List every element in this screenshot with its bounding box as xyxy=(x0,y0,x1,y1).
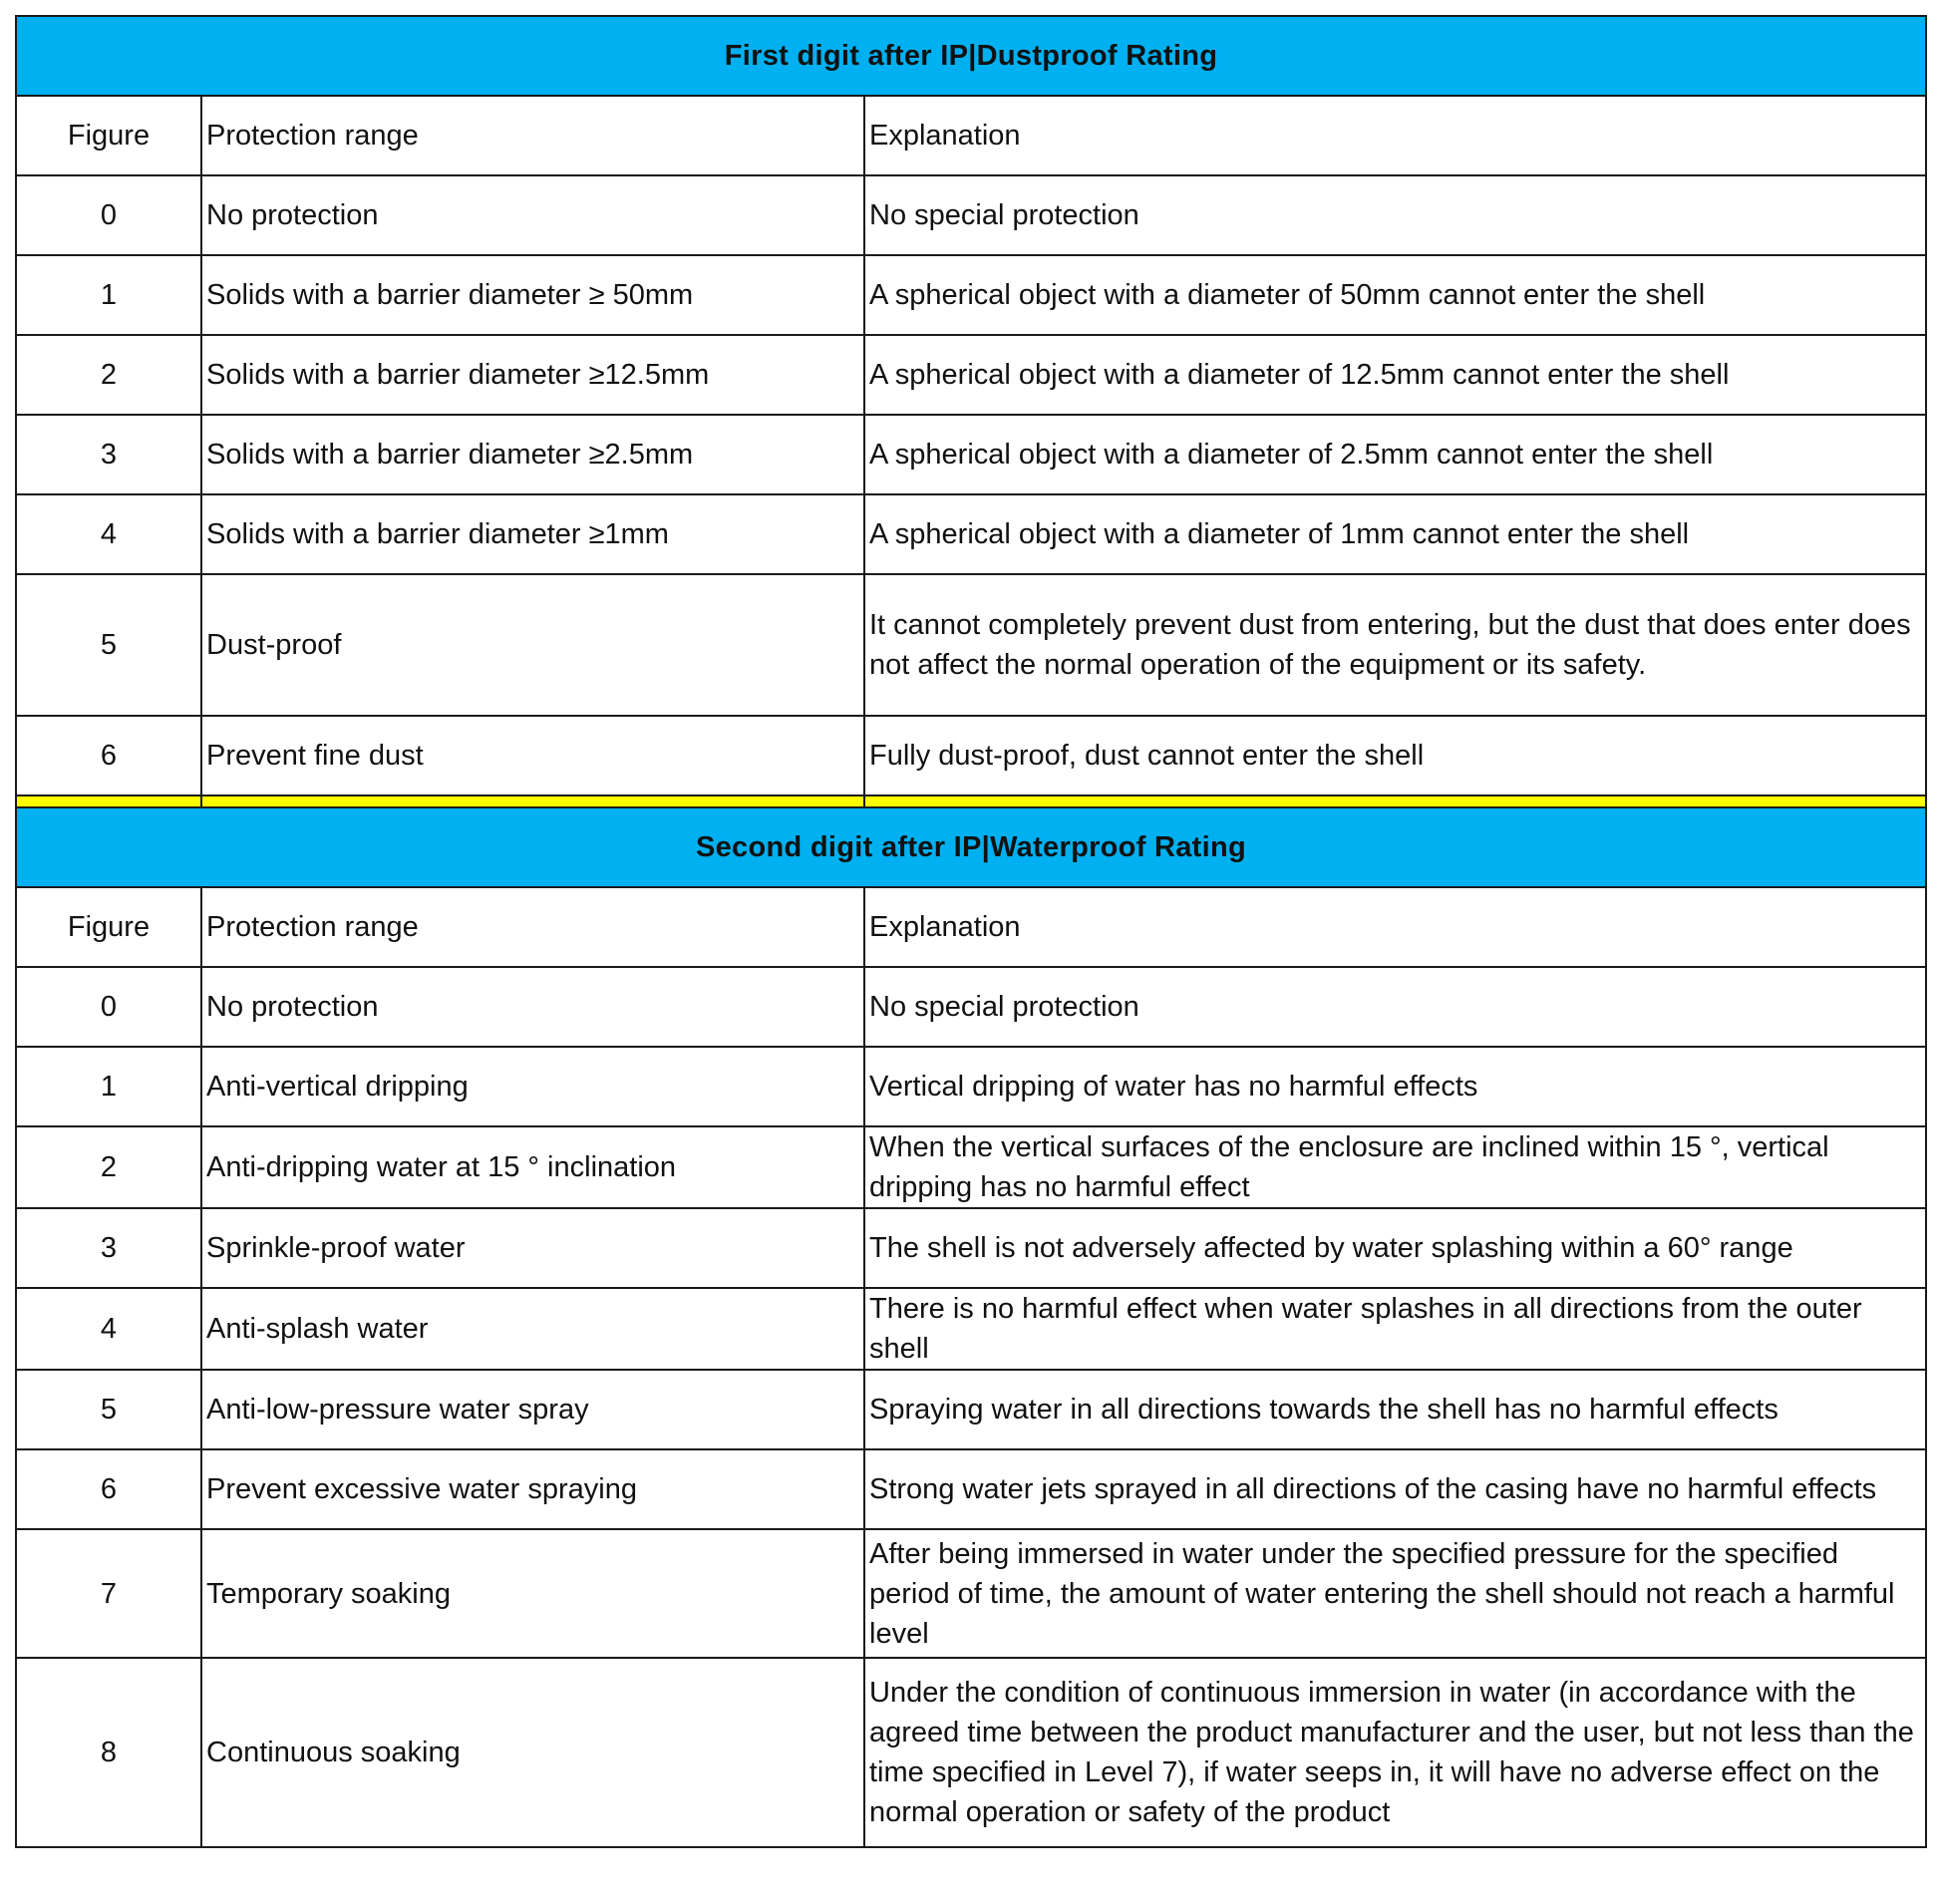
figure-cell: 4 xyxy=(16,1288,201,1370)
explanation-cell: After being immersed in water under the specified pressure for the specified period of time, the amount of water entering the shell should not reach a harmful level xyxy=(864,1529,1926,1658)
explanation-cell: Vertical dripping of water has no harmful effects xyxy=(864,1047,1926,1126)
explanation-cell: The shell is not adversely affected by water splashing within a 60° range xyxy=(864,1208,1926,1288)
explanation-cell: It cannot completely prevent dust from entering, but the dust that does enter does not affect the normal operation of the equipment or its safety. xyxy=(864,574,1926,716)
protection-range-cell: Solids with a barrier diameter ≥12.5mm xyxy=(201,335,864,415)
figure-cell: 3 xyxy=(16,415,201,494)
protection-range-cell: No protection xyxy=(201,175,864,255)
protection-range-cell: Anti-splash water xyxy=(201,1288,864,1370)
figure-cell: 4 xyxy=(16,494,201,574)
figure-cell: 1 xyxy=(16,1047,201,1126)
table-row xyxy=(16,415,1926,494)
section-title-dustproof: First digit after IP|Dustproof Rating xyxy=(16,16,1926,96)
column-header-figure: Figure xyxy=(16,96,201,175)
explanation-cell: No special protection xyxy=(864,175,1926,255)
protection-range-cell: Temporary soaking xyxy=(201,1529,864,1658)
explanation-cell: A spherical object with a diameter of 12.5mm cannot enter the shell xyxy=(864,335,1926,415)
column-header-figure: Figure xyxy=(16,887,201,967)
figure-cell: 3 xyxy=(16,1208,201,1288)
column-header-explanation: Explanation xyxy=(864,887,1926,967)
protection-range-cell: Anti-low-pressure water spray xyxy=(201,1370,864,1449)
protection-range-cell: Prevent fine dust xyxy=(201,716,864,795)
protection-range-cell: Prevent excessive water spraying xyxy=(201,1449,864,1529)
explanation-cell: Under the condition of continuous immersion in water (in accordance with the agreed time between the product manufacturer and the user, but not less than the time specified in Level 7), if water seeps in, it will have no adverse effect on the normal operation or safety of the product xyxy=(864,1658,1926,1847)
explanation-cell: A spherical object with a diameter of 1mm cannot enter the shell xyxy=(864,494,1926,574)
table-row xyxy=(16,1208,1926,1288)
figure-cell: 2 xyxy=(16,1126,201,1208)
protection-range-cell: Anti-vertical dripping xyxy=(201,1047,864,1126)
figure-cell: 0 xyxy=(16,175,201,255)
table-row xyxy=(16,716,1926,795)
figure-cell: 0 xyxy=(16,967,201,1047)
table-row xyxy=(16,1288,1926,1370)
table-row xyxy=(16,1449,1926,1529)
figure-cell: 5 xyxy=(16,1370,201,1449)
protection-range-cell: Continuous soaking xyxy=(201,1658,864,1847)
table-row xyxy=(16,255,1926,335)
explanation-cell: There is no harmful effect when water splashes in all directions from the outer shell xyxy=(864,1288,1926,1370)
section-title-row-waterproof xyxy=(16,807,1926,887)
table-row xyxy=(16,1126,1926,1208)
section-title-row-dustproof xyxy=(16,16,1926,96)
figure-cell: 7 xyxy=(16,1529,201,1658)
figure-cell: 5 xyxy=(16,574,201,716)
table-row xyxy=(16,494,1926,574)
table-row xyxy=(16,1658,1926,1847)
explanation-cell: Spraying water in all directions towards the shell has no harmful effects xyxy=(864,1370,1926,1449)
explanation-cell: A spherical object with a diameter of 2.5mm cannot enter the shell xyxy=(864,415,1926,494)
table-row xyxy=(16,335,1926,415)
protection-range-cell: Solids with a barrier diameter ≥2.5mm xyxy=(201,415,864,494)
table-row xyxy=(16,967,1926,1047)
protection-range-cell: Solids with a barrier diameter ≥1mm xyxy=(201,494,864,574)
ip-rating-table xyxy=(15,15,1927,1848)
column-header-protection-range: Protection range xyxy=(201,96,864,175)
table-row xyxy=(16,175,1926,255)
protection-range-cell: Sprinkle-proof water xyxy=(201,1208,864,1288)
ip-rating-sheet xyxy=(15,15,1925,1848)
explanation-cell: No special protection xyxy=(864,967,1926,1047)
column-header-explanation: Explanation xyxy=(864,96,1926,175)
figure-cell: 2 xyxy=(16,335,201,415)
figure-cell: 6 xyxy=(16,1449,201,1529)
protection-range-cell: Solids with a barrier diameter ≥ 50mm xyxy=(201,255,864,335)
explanation-cell: A spherical object with a diameter of 50mm cannot enter the shell xyxy=(864,255,1926,335)
explanation-cell: Strong water jets sprayed in all directions of the casing have no harmful effects xyxy=(864,1449,1926,1529)
figure-cell: 8 xyxy=(16,1658,201,1847)
section-title-waterproof: Second digit after IP|Waterproof Rating xyxy=(16,807,1926,887)
column-header-protection-range: Protection range xyxy=(201,887,864,967)
section-separator xyxy=(16,795,1926,807)
figure-cell: 1 xyxy=(16,255,201,335)
explanation-cell: Fully dust-proof, dust cannot enter the shell xyxy=(864,716,1926,795)
table-row xyxy=(16,1047,1926,1126)
table-row xyxy=(16,574,1926,716)
figure-cell: 6 xyxy=(16,716,201,795)
table-header-row xyxy=(16,887,1926,967)
table-header-row xyxy=(16,96,1926,175)
explanation-cell: When the vertical surfaces of the enclosure are inclined within 15 °, vertical dripping has no harmful effect xyxy=(864,1126,1926,1208)
protection-range-cell: Dust-proof xyxy=(201,574,864,716)
protection-range-cell: Anti-dripping water at 15 ° inclination xyxy=(201,1126,864,1208)
table-row xyxy=(16,1529,1926,1658)
protection-range-cell: No protection xyxy=(201,967,864,1047)
table-row xyxy=(16,1370,1926,1449)
